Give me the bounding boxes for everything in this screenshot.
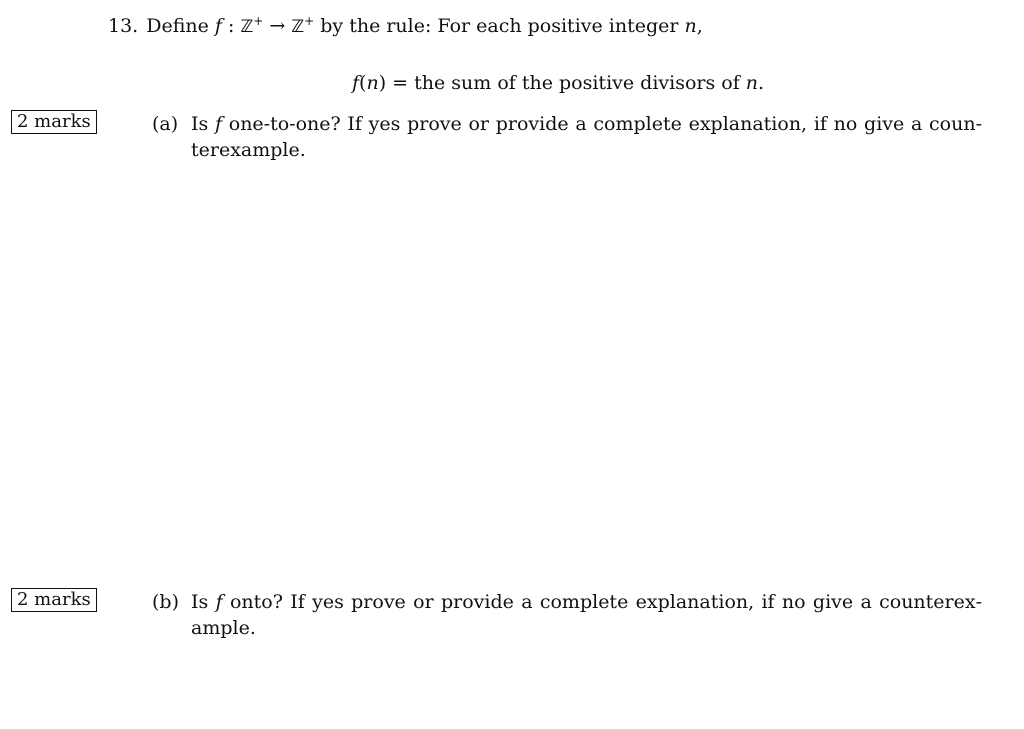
header-comma: , — [696, 15, 703, 37]
part-a-question — [152, 111, 982, 163]
rule-intro-text: by the rule: For each positive integer — [314, 15, 685, 37]
rule-function-symbol: f — [352, 72, 360, 94]
function-symbol: f — [214, 15, 222, 37]
mapping-arrow: → — [263, 15, 292, 37]
question-13-header — [108, 8, 703, 40]
define-word: Define — [146, 15, 209, 37]
rule-variable: n — [366, 72, 379, 94]
codomain-superscript: + — [304, 14, 315, 28]
marks-box-part-b: 2 marks — [11, 588, 97, 612]
part-a-label: (a) — [152, 113, 179, 135]
question-number: 13. — [108, 15, 139, 37]
marks-box-part-a: 2 marks — [11, 110, 97, 134]
rule-equals: = — [386, 72, 415, 94]
part-b-label: (b) — [152, 591, 179, 613]
answer-space-part-b[interactable] — [191, 650, 971, 720]
domain-set: ℤ — [240, 17, 254, 37]
part-a-text: one-to-one? If yes prove or provide a complete explanation, if no give a counterexample. — [191, 113, 982, 161]
rule-paren-open: ( — [359, 72, 367, 94]
function-rule — [352, 70, 764, 96]
rule-variable-n: n — [745, 72, 759, 94]
part-a-body — [191, 111, 982, 163]
part-b-function-symbol: f — [215, 591, 223, 613]
domain-superscript: + — [253, 14, 264, 28]
variable-n: n — [684, 15, 697, 37]
part-b-question — [152, 589, 982, 641]
part-b-text: onto? If yes prove or provide a complete explanation, if no give a counterexample. — [191, 591, 983, 639]
part-a-function-symbol: f — [214, 113, 223, 135]
colon: : — [221, 15, 241, 37]
answer-space-part-a[interactable] — [191, 170, 971, 570]
rule-paren-close: ) — [378, 72, 387, 94]
rule-text: the sum of the positive divisors of — [414, 72, 746, 94]
codomain-set: ℤ — [291, 17, 305, 37]
part-b-body — [191, 589, 982, 641]
rule-period: . — [758, 72, 765, 94]
part-b-lead: Is — [191, 591, 216, 613]
part-a-lead: Is — [191, 113, 215, 135]
